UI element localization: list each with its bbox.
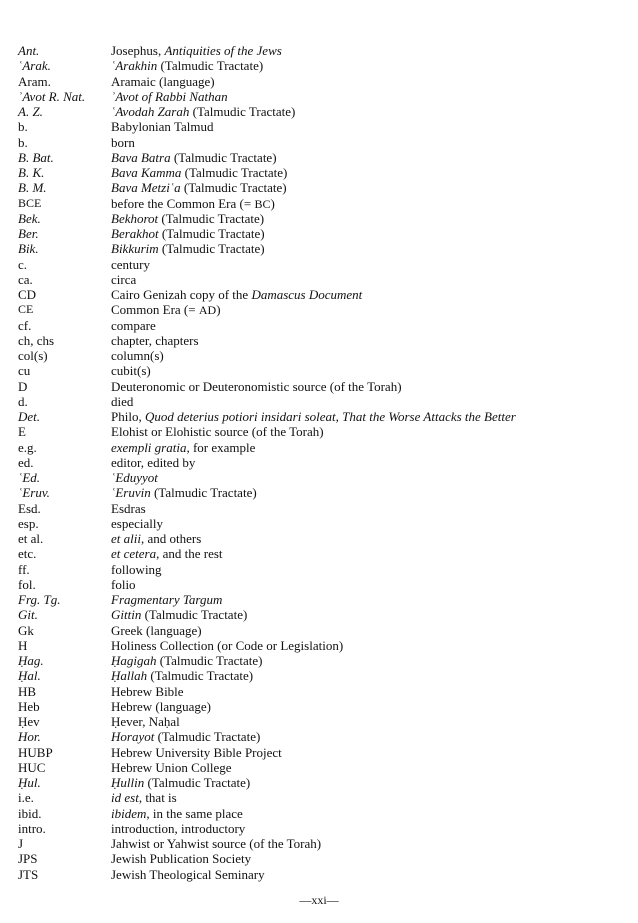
definition-text: Bekhorot [111,210,159,226]
abbreviation-entry [18,150,628,165]
abbreviation-term: HB [18,683,37,699]
abbreviation-term: D [18,378,28,394]
abbreviation-definition [111,699,628,714]
abbreviation-entry [18,699,628,714]
abbreviation-term: b. [18,134,28,150]
abbreviation-term: B. M. [18,180,47,196]
abbreviation-term: HUC [18,759,46,775]
abbreviation-term: et al. [18,531,44,546]
abbreviation-term: Ḥev [18,714,40,729]
definition-text: (Talmudic Tractate) [189,104,296,119]
abbreviation-entry [18,43,628,58]
definition-text: Jewish Publication Society [111,851,252,867]
abbreviation-entry [18,867,628,882]
definition-text: before the Common Era (= [111,195,255,211]
definition-text: et cetera [111,546,157,562]
abbreviation-entry [18,607,628,622]
abbreviation-definition [111,562,628,577]
definition-text: (Talmudic Tractate) [158,210,265,226]
definition-text: Berakhot [111,226,159,241]
abbreviation-entry [18,409,628,424]
abbreviation-entry [18,851,628,866]
abbreviation-entry [18,516,628,531]
abbreviation-entry [18,592,628,607]
definition-text: Common Era (= [111,302,199,318]
abbreviation-entry [18,455,628,470]
abbreviation-term: Git. [18,607,38,623]
abbreviation-entry [18,760,628,775]
definition-text: Cairo Genizah copy of the [111,287,252,302]
abbreviation-entry [18,821,628,836]
abbreviation-entry [18,180,628,195]
definition-text: Ḥullin [111,775,145,790]
abbreviation-definition [111,196,628,211]
abbreviation-entry [18,546,628,561]
abbreviation-entry [18,226,628,241]
definition-text: Ḥever, Naḥal [111,714,180,729]
abbreviation-definition [111,150,628,165]
abbreviation-definition [111,119,628,134]
definition-text: ʾAvot of Rabbi Nathan [111,88,228,104]
definition-text: Damascus Document [251,287,363,302]
abbreviation-term: Ḥag. [18,653,44,668]
abbreviation-term: Gk [18,622,34,638]
abbreviation-term: col(s) [18,348,48,363]
abbreviation-entry [18,104,628,119]
abbreviation-definition [111,806,628,821]
definition-text: , in the same place [146,805,243,821]
abbreviation-entry [18,348,628,363]
definition-text: (Talmudic Tractate) [154,729,261,745]
definition-text: Deuteronomic or Deuteronomistic source (of the Torah) [111,378,402,394]
abbreviation-definition [111,348,628,363]
definition-text: Philo, [111,409,145,424]
definition-text: (Talmudic Tractate) [150,485,257,501]
abbreviation-definition [111,470,628,485]
abbreviation-definition [111,531,628,546]
abbreviation-term: JTS [18,866,39,882]
abbreviation-entry [18,653,628,668]
abbreviation-term: Frg. Tg. [18,592,61,607]
abbreviation-definition [111,74,628,89]
abbreviation-term: ch, chs [18,332,55,348]
abbreviation-definition [111,714,628,729]
abbreviation-term: Esd. [18,500,41,516]
abbreviation-entry [18,196,628,211]
abbreviation-term: c. [18,256,28,272]
definition-text: Greek (language) [111,622,202,638]
abbreviation-definition [111,302,628,317]
abbreviation-entry [18,165,628,180]
abbreviation-entry [18,790,628,805]
definition-text: Quod deterius potiori insidari soleat, That the Worse Attacks the Better [144,409,516,424]
abbreviation-entry [18,424,628,439]
definition-text: Hebrew Union College [111,759,232,775]
abbreviation-term: fol. [18,576,36,592]
abbreviation-term: A. Z. [18,104,43,119]
definition-text: (Talmudic Tractate) [170,149,277,165]
abbreviation-term: Bik. [18,241,39,257]
abbreviation-definition [111,775,628,790]
abbreviation-term: intro. [18,820,46,836]
abbreviation-term: Heb [18,698,40,714]
definition-text: Elohist or Elohistic source (of the Torah) [111,424,324,440]
abbreviation-entry [18,668,628,683]
abbreviation-term: B. K. [18,165,45,180]
abbreviation-definition [111,745,628,760]
definition-text: century [111,256,150,272]
definition-text: Jahwist or Yahwist source (of the Torah) [111,836,322,851]
definition-text: (Talmudic Tractate) [180,180,287,196]
abbreviation-definition [111,867,628,882]
abbreviation-definition [111,424,628,439]
definition-text: exempli gratia [111,439,187,455]
abbreviation-entry [18,623,628,638]
abbreviation-definition [111,394,628,409]
definition-text: Antiquities of the Jews [164,43,282,58]
abbreviation-entry [18,501,628,516]
definition-text: Josephus, [111,43,165,58]
definition-text: folio [111,576,136,592]
definition-text: (Talmudic Tractate) [144,775,251,790]
abbreviation-definition [111,546,628,561]
definition-text: , and others [140,531,202,546]
definition-text: (Talmudic Tractate) [157,58,264,74]
abbreviation-term: ff. [18,561,30,577]
abbreviation-definition [111,729,628,744]
abbreviation-definition [111,638,628,653]
abbreviation-entry [18,379,628,394]
abbreviation-entry [18,531,628,546]
definition-text: Ḥallah [111,668,148,684]
abbreviation-definition [111,104,628,119]
definition-text: (Talmudic Tractate) [147,668,254,684]
abbreviation-definition [111,165,628,180]
definition-text: Esdras [111,500,146,516]
abbreviation-definition [111,592,628,607]
abbreviation-entry [18,318,628,333]
definition-text: ibidem [111,805,147,821]
definition-text: ʿEruvin [111,485,151,501]
abbreviation-term: HUBP [18,744,53,760]
definition-text: Bava Batra [111,149,171,165]
definition-text: id est [111,790,139,806]
abbreviation-definition [111,211,628,226]
definition-text: ʿAvodah Zarah [111,104,190,119]
abbreviation-definition [111,180,628,195]
definition-text: , and the rest [156,546,223,562]
abbreviation-definition [111,501,628,516]
definition-text: AD [198,303,217,318]
abbreviation-term: Ḥul. [18,775,41,790]
definition-text: Aramaic (language) [111,73,215,89]
abbreviation-definition [111,89,628,104]
definition-text: Bikkurim [111,241,159,257]
abbreviation-entry [18,836,628,851]
abbreviation-term: CD [18,287,37,302]
abbreviation-definition [111,333,628,348]
abbreviation-entry [18,714,628,729]
abbreviation-definition [111,485,628,500]
definition-text: died [111,393,134,409]
definition-text: (Talmudic Tractate) [181,165,288,180]
abbreviation-entry [18,638,628,653]
definition-text: Gittin [111,607,142,623]
abbreviation-entry [18,440,628,455]
definition-text: introduction, introductory [111,820,246,836]
abbreviation-term: Ḥal. [18,668,41,684]
abbreviation-definition [111,851,628,866]
definition-text: ) [270,195,275,211]
abbreviation-entry [18,89,628,104]
abbreviation-entry [18,302,628,317]
abbreviation-entry [18,74,628,89]
abbreviation-term: ʾAvot R. Nat. [18,88,86,104]
definition-text: ʿEduyyot [111,470,158,485]
abbreviation-entry [18,333,628,348]
abbreviation-definition [111,790,628,805]
abbreviation-definition [111,623,628,638]
abbreviation-definition [111,257,628,272]
definition-text: column(s) [111,348,164,363]
definition-text: born [111,134,135,150]
abbreviation-term: Bek. [18,210,41,226]
definition-text: et alii [111,531,141,546]
definition-text: Fragmentary Targum [111,592,223,607]
definition-text: ) [216,302,221,318]
abbreviation-definition [111,318,628,333]
abbreviation-term: ʿEruv. [18,485,50,501]
definition-text: Hebrew Bible [111,683,184,699]
abbreviation-entry [18,135,628,150]
abbreviation-entry [18,729,628,744]
abbreviation-term: J [18,836,24,851]
abbreviation-term: CE [18,302,34,317]
abbreviation-entry [18,257,628,272]
abbreviation-entry [18,272,628,287]
abbreviation-entry [18,287,628,302]
definition-text: (Talmudic Tractate) [158,241,265,257]
abbreviation-entry [18,394,628,409]
abbreviation-term: E [18,424,26,440]
definition-text: Hebrew (language) [111,698,211,714]
abbreviation-term: cu [18,363,31,379]
definition-text: (Talmudic Tractate) [156,653,263,668]
abbreviation-term: ca. [18,271,33,287]
abbreviation-term: b. [18,119,28,135]
abbreviation-definition [111,272,628,287]
abbreviation-definition [111,577,628,592]
abbreviation-definition [111,379,628,394]
definition-text: especially [111,515,163,531]
abbreviation-term: e.g. [18,439,37,455]
definition-text: Babylonian Talmud [111,119,214,135]
abbreviation-term: ʿArak. [18,58,51,74]
definition-text: , for example [186,439,256,455]
abbreviation-entry [18,577,628,592]
abbreviation-entry [18,241,628,256]
abbreviation-definition [111,135,628,150]
abbreviation-term: Aram. [18,73,51,89]
definition-text: following [111,561,162,577]
definition-text: ʿArakhin [111,58,158,74]
definition-text: chapter, chapters [111,332,199,348]
definition-text: , that is [138,790,177,806]
definition-text: Bava Metziʿa [111,180,181,196]
abbreviation-entry [18,363,628,378]
abbreviation-entry [18,119,628,134]
definition-text: Bava Kamma [111,165,182,180]
abbreviation-list [18,43,628,882]
abbreviation-definition [111,226,628,241]
abbreviation-term: ed. [18,454,34,470]
abbreviation-entry [18,745,628,760]
abbreviation-definition [111,668,628,683]
abbreviation-entry [18,562,628,577]
abbreviation-entry [18,58,628,73]
abbreviation-definition [111,607,628,622]
abbreviation-definition [111,836,628,851]
definition-text: Jewish Theological Seminary [111,866,265,882]
abbreviation-entry [18,211,628,226]
abbreviation-term: JPS [18,851,38,867]
abbreviation-term: Ber. [18,226,39,241]
abbreviation-definition [111,821,628,836]
page-number: —xxi— [299,893,339,907]
abbreviation-definition [111,455,628,470]
definition-text: (Talmudic Tractate) [141,607,248,623]
definition-text: Ḥagigah [111,653,157,668]
abbreviation-definition [111,760,628,775]
abbreviation-entry [18,775,628,790]
abbreviation-term: BCE [18,195,42,210]
abbreviation-term: i.e. [18,790,34,806]
abbreviation-definition [111,440,628,455]
definition-text: Hebrew University Bible Project [111,744,282,760]
abbreviation-term: d. [18,393,28,409]
definition-text: (Talmudic Tractate) [158,226,265,241]
abbreviation-term: ibid. [18,805,42,821]
definition-text: compare [111,317,156,333]
abbreviation-term: etc. [18,546,37,562]
abbreviation-entry [18,470,628,485]
definition-text: BC [254,196,271,211]
abbreviation-definition [111,363,628,378]
abbreviation-term: esp. [18,515,39,531]
definition-text: circa [111,271,137,287]
abbreviation-definition [111,287,628,302]
definition-text: editor, edited by [111,454,196,470]
abbreviation-definition [111,58,628,73]
definition-text: Holiness Collection (or Code or Legislation) [111,637,344,653]
definition-text: cubit(s) [111,363,151,379]
abbreviation-term: B. Bat. [18,149,54,165]
abbreviation-term: ʿEd. [18,470,41,485]
abbreviation-term: Det. [18,409,41,424]
abbreviation-entry [18,806,628,821]
abbreviation-term: Ant. [18,43,40,58]
abbreviation-definition [111,43,628,58]
abbreviation-term: H [18,637,28,653]
abbreviation-definition [111,653,628,668]
abbreviation-definition [111,684,628,699]
abbreviation-definition [111,241,628,256]
definition-text: Horayot [111,729,155,745]
abbreviation-definition [111,409,628,424]
abbreviation-term: Hor. [18,729,41,745]
abbreviation-entry [18,684,628,699]
abbreviation-term: cf. [18,317,32,333]
abbreviation-entry [18,485,628,500]
abbreviation-definition [111,516,628,531]
